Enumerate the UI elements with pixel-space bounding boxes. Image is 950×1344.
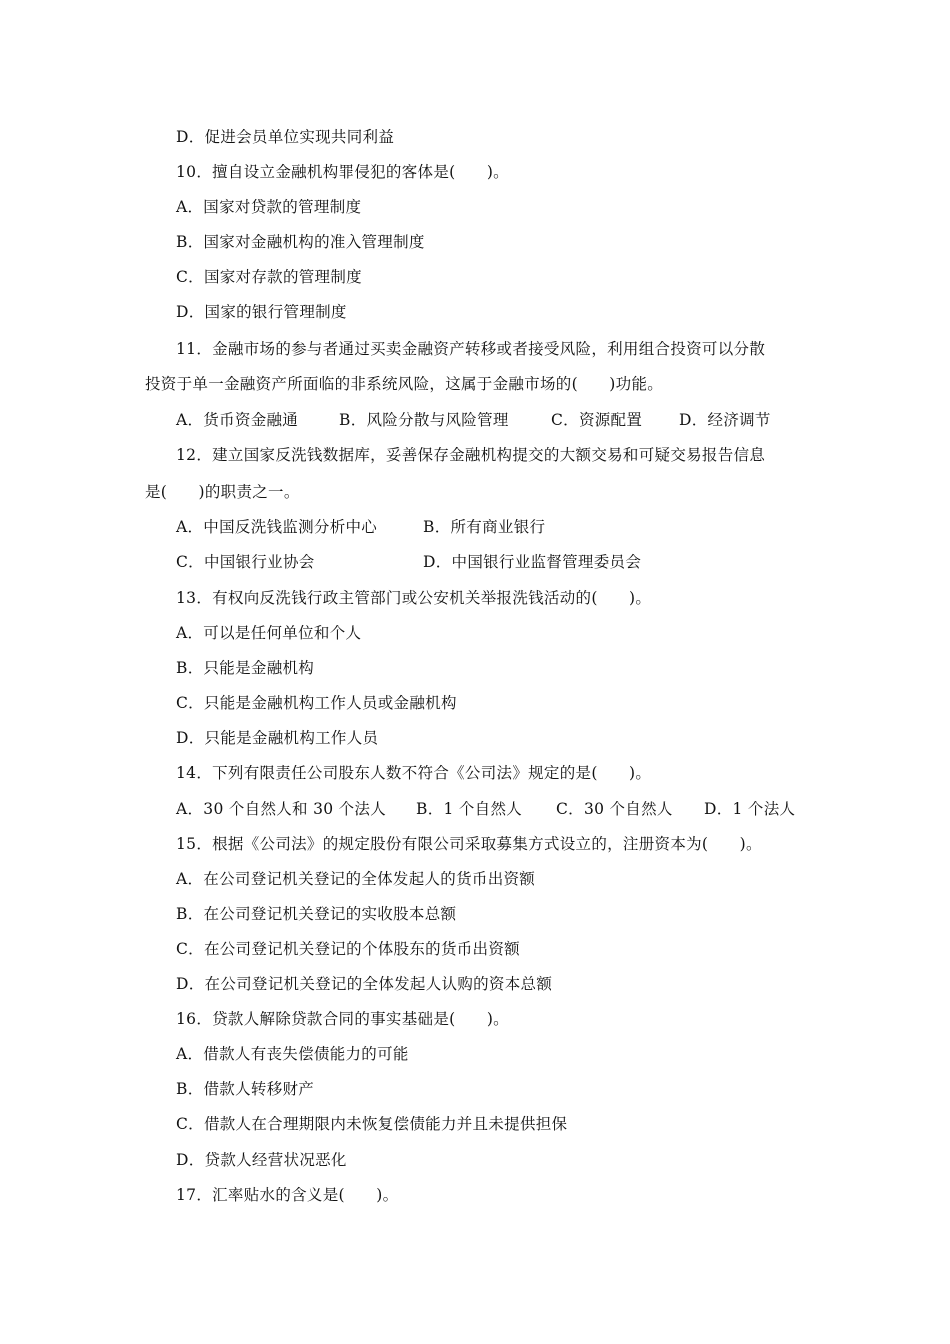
q13-stem: 13．有权向反洗钱行政主管部门或公安机关举报洗钱活动的( )。 [176,589,652,607]
q16-option-a: A．借款人有丧失偿债能力的可能 [176,1045,409,1063]
q15-option-b: B．在公司登记机关登记的实收股本总额 [176,905,457,923]
q16-option-c: C．借款人在合理期限内未恢复偿债能力并且未提供担保 [176,1115,568,1133]
q10-option-a: A．国家对贷款的管理制度 [176,198,362,216]
q13-option-d: D．只能是金融机构工作人员 [176,729,379,747]
q14-option-b: B．1 个自然人 [416,800,523,818]
q17-stem: 17．汇率贴水的含义是( )。 [176,1186,399,1204]
q16-option-b: B．借款人转移财产 [176,1080,315,1098]
q15-stem: 15．根据《公司法》的规定股份有限公司采取募集方式设立的，注册资本为( )。 [176,835,762,853]
q15-option-c: C．在公司登记机关登记的个体股东的货币出资额 [176,940,520,958]
q14-option-a: A．30 个自然人和 30 个法人 [176,800,387,818]
q11-option-c: C．资源配置 [551,411,643,429]
q10-option-d: D．国家的银行管理制度 [176,303,347,321]
q11-option-b: B．风险分散与风险管理 [339,411,509,429]
q12-stem-line1: 12．建立国家反洗钱数据库，妥善保存金融机构提交的大额交易和可疑交易报告信息 [176,446,766,464]
q9-option-d: D．促进会员单位实现共同利益 [176,128,395,146]
q10-stem: 10．擅自设立金融机构罪侵犯的客体是( )。 [176,163,509,181]
q14-options-row [176,799,816,919]
q11-option-d: D．经济调节 [679,411,771,429]
q13-option-b: B．只能是金融机构 [176,659,315,677]
q16-option-d: D．贷款人经营状况恶化 [176,1151,347,1169]
q13-option-c: C．只能是金融机构工作人员或金融机构 [176,694,457,712]
q14-option-c: C．30 个自然人 [556,800,673,818]
q15-option-d: D．在公司登记机关登记的全体发起人认购的资本总额 [176,975,553,993]
q12-option-a: A．中国反洗钱监测分析中心 [176,518,378,536]
q12-stem-line2: 是( )的职责之一。 [145,483,300,501]
q10-option-c: C．国家对存款的管理制度 [176,268,362,286]
q12-option-d: D．中国银行业监督管理委员会 [423,553,642,571]
q11-stem-line1: 11．金融市场的参与者通过买卖金融资产转移或者接受风险，利用组合投资可以分散 [176,340,766,358]
q16-stem: 16．贷款人解除贷款合同的事实基础是( )。 [176,1010,509,1028]
q11-option-a: A．货币资金融通 [176,411,299,429]
q15-option-a: A．在公司登记机关登记的全体发起人的货币出资额 [176,870,536,888]
q12-option-b: B．所有商业银行 [423,518,546,536]
q13-option-a: A．可以是任何单位和个人 [176,624,362,642]
q14-option-d: D．1 个法人 [704,800,796,818]
q11-stem-line2: 投资于单一金融资产所面临的非系统风险，这属于金融市场的( )功能。 [145,375,664,393]
q10-option-b: B．国家对金融机构的准入管理制度 [176,233,425,251]
q11-options-row [176,410,816,530]
q14-stem: 14．下列有限责任公司股东人数不符合《公司法》规定的是( )。 [176,764,652,782]
q12-option-c: C．中国银行业协会 [176,553,315,571]
